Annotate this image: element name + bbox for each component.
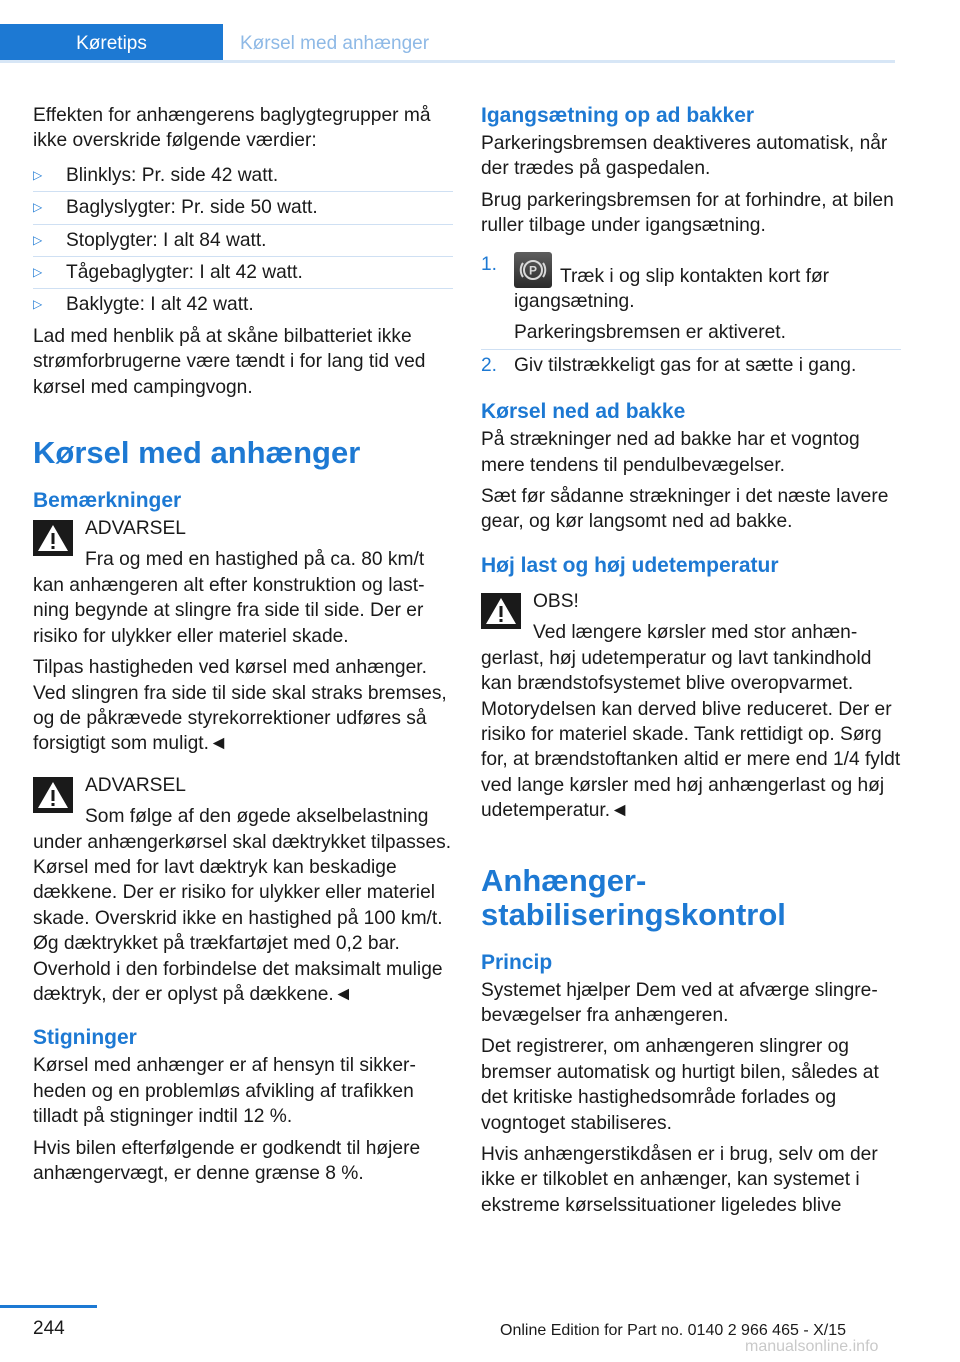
tsc-title: Anhænger-stabiliseringskontrol	[481, 862, 786, 932]
warning-triangle-icon	[33, 777, 73, 813]
step-item	[481, 249, 901, 349]
warning-label: ADVARSEL	[85, 774, 186, 796]
left-column	[33, 103, 453, 1192]
steps-list	[481, 249, 901, 382]
list-item: ▷ Stoplygter: I alt 84 watt.	[33, 224, 453, 256]
header-rule	[0, 60, 895, 63]
step-text: Giv tilstrækkeligt gas for at sætte i gang.	[514, 354, 857, 376]
tab-trailer-driving: Kørsel med anhænger	[240, 33, 430, 54]
footer-rule	[0, 1305, 97, 1308]
warning-text: Som følge af den øgede akselbelastning under anhængerkørsel skal dæktrykket tilpasses. Kørsel med for lavt dæktryk kan beskadige dækkene. Der er risiko for ulykker eller materiel skade. Overskrid ikke en hastighed på 100 km/t. Øg dæktrykket på trækfartøjet med 0,2 bar. Overhold i den forbindelse det maksimalt mulige dæktryk, der er oplyst på dækkene.◄	[33, 806, 452, 1005]
warning-label: ADVARSEL	[85, 518, 186, 540]
right-column	[481, 103, 901, 1224]
list-item: ▷ Blinklys: Pr. side 42 watt.	[33, 160, 453, 191]
edition-text: Online Edition for Part no. 0140 2 966 465 - X/15	[500, 1322, 847, 1339]
principle-text-2: Det registrerer, om anhængeren slingrer og bremser automatisk og hurtigt bilen, således at det kritiske hastighedsområde forlades og vogntoget stabiliseres.	[481, 1036, 879, 1134]
warning-text-2: Tilpas hastigheden ved kørsel med anhænger. Ved slingren fra side til side skal straks bremses, og de påkrævede styrekorrektioner udføres så forsigtigt som muligt.◄	[33, 657, 447, 755]
slopes-text-1: Kørsel med anhænger er af hensyn til sikkerheden og en problemløs afvikling af trafikken tilladt på stigninger indtil 12 %.	[33, 1055, 416, 1128]
intro-text: Effekten for anhængerens baglygtegrupper må ikke overskride følgende værdier:	[33, 105, 431, 152]
step-sub: Parkeringsbremsen er aktiveret.	[514, 322, 786, 344]
tab-driving-tips: Køretips	[0, 24, 223, 63]
watermark: manualsonline.info	[745, 1338, 879, 1355]
downhill-text-2: Sæt før sådanne strækninger i det næste lavere gear, og kør langsomt ned ad bakke.	[481, 486, 889, 533]
warning-box-2	[33, 773, 453, 1008]
warning-text: Fra og med en hastighed på ca. 80 km/t kan anhængeren alt efter konstruktion og lastning begynde at slingre fra side til side. Der er risiko for ulykker eller materiel skade.	[33, 549, 425, 647]
step-number: 2.	[481, 354, 498, 376]
parking-brake-button-icon	[514, 252, 552, 288]
slopes-heading: Stigninger	[33, 1026, 137, 1050]
warning-triangle-icon	[33, 520, 73, 556]
battery-note: Lad med henblik på at skåne bilbatteriet ikke strømforbrugerne være tændt i for lang tid ved kørsel med campingvogn.	[33, 325, 426, 398]
notice-text: Ved længere kørsler med stor anhængerlast, høj udetemperatur og lavt tankindhold kan brændstofsystemet blive overopvarmet. Motorydelsen kan derved blive reduceret. Der er risiko for materiel skade. Tank rettidigt op. Sørg for, at brændstoftanken altid er mere end 1/4 fyldt ved lange kørsler med høj anhængerlast og høj udetemperatur.◄	[481, 622, 901, 822]
principle-text-1: Systemet hjælper Dem ved at afværge slingrebevægelser fra anhængeren.	[481, 979, 878, 1026]
principle-heading: Princip	[481, 950, 553, 974]
uphill-text-2: Brug parkeringsbremsen for at forhindre, at bilen ruller tilbage under igangsætning.	[481, 189, 894, 237]
svg-text:P: P	[528, 263, 538, 278]
page-number: 244	[33, 1318, 65, 1339]
heat-heading: Høj last og høj udetemperatur	[481, 553, 779, 577]
notice-label: OBS!	[533, 590, 579, 612]
step-item	[481, 349, 901, 381]
list-item: ▷ Tågebaglygter: I alt 42 watt.	[33, 256, 453, 288]
slopes-text-2: Hvis bilen efterfølgende er godkendt til højere anhængervægt, er denne grænse 8 %.	[33, 1137, 421, 1184]
list-item: ▷ Baklygte: I alt 42 watt.	[33, 288, 453, 320]
step-text: Træk i og slip kontakten kort før igangsætning.	[514, 265, 830, 313]
section-title: Kørsel med anhænger	[33, 435, 361, 471]
list-item: ▷ Baglyslygter: Pr. side 50 watt.	[33, 191, 453, 223]
downhill-heading: Kørsel ned ad bakke	[481, 400, 686, 424]
warning-box-1	[33, 516, 453, 649]
notes-heading: Bemærkninger	[33, 489, 182, 513]
bulb-limits-list	[33, 160, 453, 321]
notice-box	[481, 589, 901, 824]
uphill-text-1: Parkeringsbremsen deaktiveres automatisk, når der trædes på gaspedalen.	[481, 133, 888, 180]
uphill-heading: Igangsætning op ad bakker	[481, 104, 755, 127]
principle-text-3: Hvis anhængerstikdåsen er i brug, selv om der ikke er tilkoblet en anhænger, kan systemet i ekstreme kørselssituationer ligeledes blive	[481, 1143, 878, 1216]
warning-triangle-icon	[481, 593, 521, 629]
downhill-text-1: På strækninger ned ad bakke har et vogntog mere tendens til pendulbevægelser.	[481, 429, 860, 476]
step-number: 1.	[481, 253, 498, 275]
